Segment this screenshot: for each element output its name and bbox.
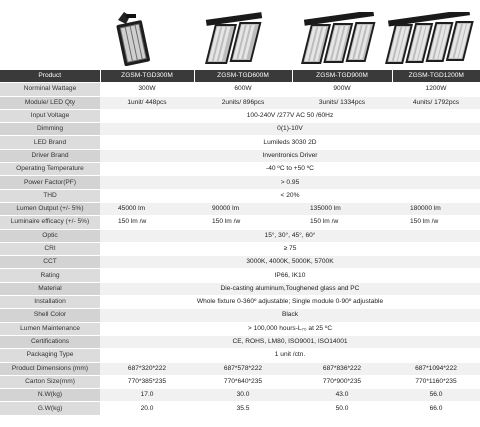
model-header: ZGSM-TGD600M xyxy=(194,70,292,83)
row-value: 150 lm /w xyxy=(194,216,292,229)
row-label: Lumen Maintenance xyxy=(0,322,100,335)
row-value: 35.5 xyxy=(194,402,292,415)
table-row xyxy=(0,335,480,348)
row-label: Operating Temperature xyxy=(0,163,100,176)
row-label: Driver Brand xyxy=(0,149,100,162)
row-value: 770*640*235 xyxy=(194,375,292,388)
row-value: 770*900*235 xyxy=(292,375,392,388)
row-value: 90000 lm xyxy=(194,202,292,215)
table-row xyxy=(0,256,480,269)
row-value: 687*578*222 xyxy=(194,362,292,375)
row-label: Optic xyxy=(0,229,100,242)
model-header: ZGSM-TGD1200M xyxy=(392,70,480,83)
row-value: 45000 lm xyxy=(100,202,194,215)
row-value: > 100,000 hours-L₇₀ at 25 ºC xyxy=(100,322,480,335)
row-value: 30.0 xyxy=(194,389,292,402)
row-label: Module/ LED Qty xyxy=(0,96,100,109)
row-value: 600W xyxy=(194,83,292,96)
table-row xyxy=(0,216,480,229)
row-value: 20.0 xyxy=(100,402,194,415)
row-label: Norminal Wattage xyxy=(0,83,100,96)
row-label: Packaging Type xyxy=(0,349,100,362)
row-value: 100-240V /277V AC 50 /60Hz xyxy=(100,109,480,122)
table-row xyxy=(0,149,480,162)
floodlight-3-module-icon xyxy=(298,12,380,70)
table-row xyxy=(0,136,480,149)
row-label: Carton Size(mm) xyxy=(0,375,100,388)
row-value: 1 unit /ctn. xyxy=(100,349,480,362)
table-row xyxy=(0,269,480,282)
row-value: 66.0 xyxy=(392,402,480,415)
row-value: 56.0 xyxy=(392,389,480,402)
row-value: 687*320*222 xyxy=(100,362,194,375)
floodlight-4-module-icon xyxy=(382,12,476,70)
row-value: 3units/ 1334pcs xyxy=(292,96,392,109)
row-label: Rating xyxy=(0,269,100,282)
table-row xyxy=(0,96,480,109)
row-value: 687*836*222 xyxy=(292,362,392,375)
row-label: Luminaire efficacy (+/- 5%) xyxy=(0,216,100,229)
table-row xyxy=(0,322,480,335)
floodlight-2-module-icon xyxy=(200,12,270,70)
row-value: > 0.95 xyxy=(100,176,480,189)
row-value: 770*385*235 xyxy=(100,375,194,388)
row-value: 135000 lm xyxy=(292,202,392,215)
row-value: Die-casting aluminum,Toughened glass and PC xyxy=(100,282,480,295)
row-value: Inventronics Driver xyxy=(100,149,480,162)
row-value: 1200W xyxy=(392,83,480,96)
row-value: 300W xyxy=(100,83,194,96)
table-row xyxy=(0,296,480,309)
row-value: 50.0 xyxy=(292,402,392,415)
table-row xyxy=(0,109,480,122)
row-label: Installation xyxy=(0,296,100,309)
table-row xyxy=(0,389,480,402)
row-label: CCT xyxy=(0,256,100,269)
header-label: Product xyxy=(0,70,100,83)
row-value: 3000K, 4000K, 5000K, 5700K xyxy=(100,256,480,269)
row-label: Lumen Output (+/- 5%) xyxy=(0,202,100,215)
table-row xyxy=(0,402,480,415)
header-row xyxy=(0,70,480,83)
row-label: Power Factor(PF) xyxy=(0,176,100,189)
row-value: 43.0 xyxy=(292,389,392,402)
row-label: Material xyxy=(0,282,100,295)
table-row xyxy=(0,176,480,189)
floodlight-1-module-icon xyxy=(104,10,162,68)
row-value: Whole fixture 0-360º adjustable; Single module 0-90º adjustable xyxy=(100,296,480,309)
row-value: 1unit/ 448pcs xyxy=(100,96,194,109)
row-value: 150 lm /w xyxy=(292,216,392,229)
table-row xyxy=(0,349,480,362)
row-value: 0(1)-10V xyxy=(100,123,480,136)
table-row xyxy=(0,282,480,295)
row-value: CE, ROHS, LM80, ISO9001, ISO14001 xyxy=(100,335,480,348)
row-label: N.W(kg) xyxy=(0,389,100,402)
row-label: Product Dimensions (mm) xyxy=(0,362,100,375)
row-value: 180000 lm xyxy=(392,202,480,215)
table-row xyxy=(0,202,480,215)
model-header: ZGSM-TGD300M xyxy=(100,70,194,83)
row-value: 17.0 xyxy=(100,389,194,402)
row-value: 2units/ 896pcs xyxy=(194,96,292,109)
model-header: ZGSM-TGD900M xyxy=(292,70,392,83)
row-value: 687*1094*222 xyxy=(392,362,480,375)
product-images xyxy=(0,0,480,70)
row-value: 900W xyxy=(292,83,392,96)
table-row xyxy=(0,83,480,96)
row-value: Black xyxy=(100,309,480,322)
row-label: Shell Color xyxy=(0,309,100,322)
table-row xyxy=(0,163,480,176)
row-value: ≥ 75 xyxy=(100,242,480,255)
row-value: < 20% xyxy=(100,189,480,202)
row-label: Certifications xyxy=(0,335,100,348)
table-row xyxy=(0,229,480,242)
row-value: -40 ºC to +50 ºC xyxy=(100,163,480,176)
spec-body xyxy=(0,83,480,415)
row-label: G.W(kg) xyxy=(0,402,100,415)
row-label: Dimming xyxy=(0,123,100,136)
row-value: 770*1160*235 xyxy=(392,375,480,388)
row-label: Input Voltage xyxy=(0,109,100,122)
table-row xyxy=(0,375,480,388)
table-row xyxy=(0,362,480,375)
spec-table xyxy=(0,70,480,416)
row-value: 4units/ 1792pcs xyxy=(392,96,480,109)
row-value: 150 lm /w xyxy=(392,216,480,229)
table-row xyxy=(0,123,480,136)
table-row xyxy=(0,309,480,322)
row-label: THD xyxy=(0,189,100,202)
table-row xyxy=(0,242,480,255)
row-value: IP66, IK10 xyxy=(100,269,480,282)
row-label: LED Brand xyxy=(0,136,100,149)
row-value: 150 lm /w xyxy=(100,216,194,229)
row-value: Lumileds 3030 2D xyxy=(100,136,480,149)
row-label: CRI xyxy=(0,242,100,255)
table-row xyxy=(0,189,480,202)
row-value: 15°, 30°, 45°, 60° xyxy=(100,229,480,242)
